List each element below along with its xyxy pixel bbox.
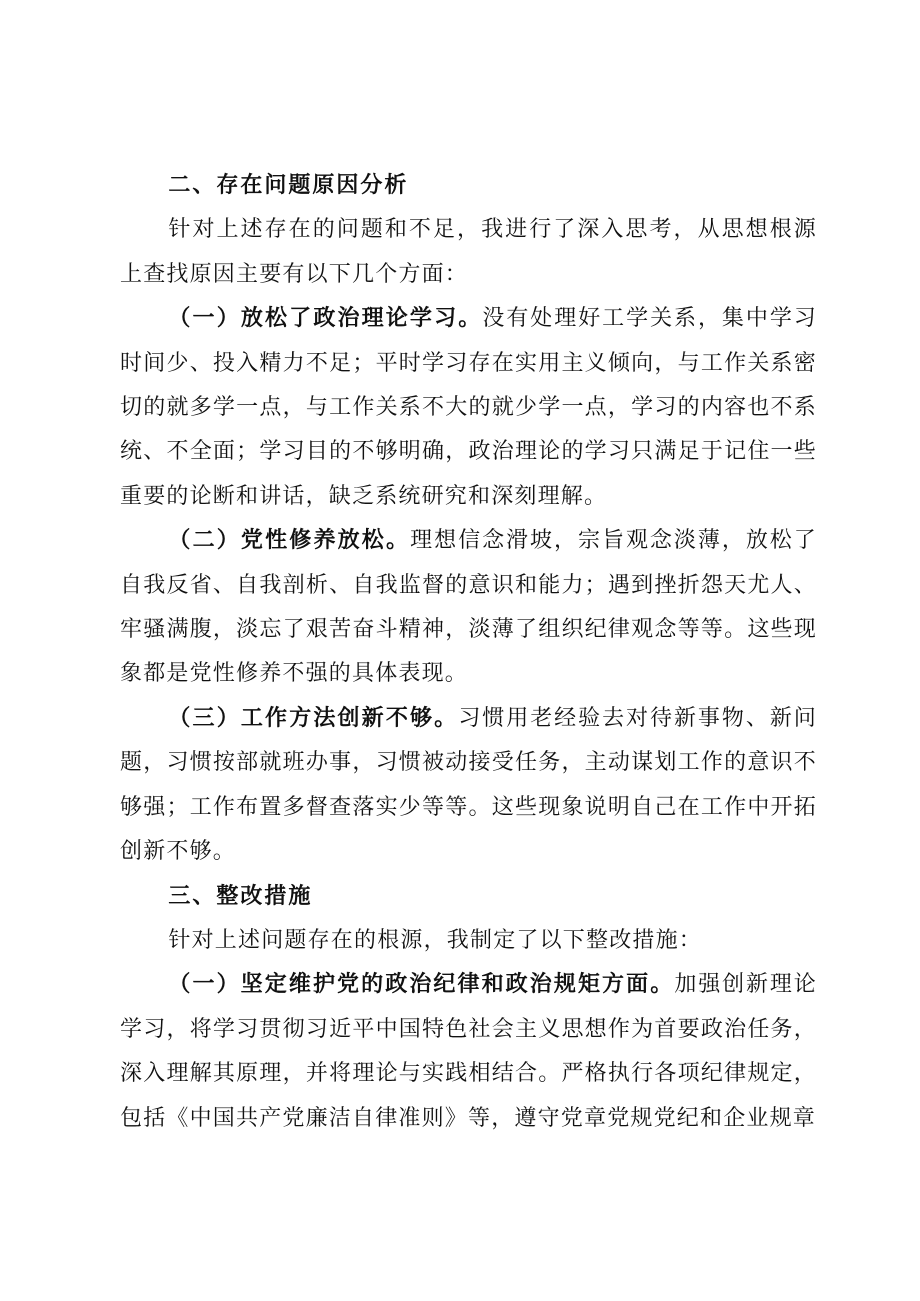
cause-paragraph-3: [120, 697, 817, 875]
section-heading-causes: 二、存在问题原因分析: [168, 173, 409, 198]
cause-lead-3: （三）工作方法创新不够。: [168, 705, 459, 731]
cause-paragraph-2: [120, 519, 817, 697]
section-intro-measures: 针对上述问题存在的根源，我制定了以下整改措施：: [168, 927, 702, 953]
measure-body-1: 加强创新理论学习，将学习贯彻习近平中国特色社会主义思想作为首要政治任务，深入理解其原理，并将理论与实践相结合。严格执行各项纪律规定，包括《中国共产党廉洁自律准则》等，遵守党章党规党纪和企业规章: [120, 972, 818, 1131]
measure-lead-1: （一）坚定维护党的政治纪律和政治规矩方面。: [168, 972, 675, 998]
cause-body-2: 理想信念滑坡，宗旨观念淡薄，放松了自我反省、自我剖析、自我监督的意识和能力；遇到挫折怨天尤人、牢骚满腹，淡忘了艰苦奋斗精神，淡薄了组织纪律观念等等。这些现象都是党性修养不强的具体表现。: [120, 528, 817, 687]
section-intro-causes: 针对上述存在的问题和不足，我进行了深入思考，从思想根源上查找原因主要有以下几个方面：: [120, 217, 817, 287]
cause-body-3: 习惯用老经验去对待新事物、新问题，习惯按部就班办事，习惯被动接受任务，主动谋划工作的意识不够强；工作布置多督查落实少等等。这些现象说明自己在工作中开拓创新不够。: [120, 705, 817, 865]
section-heading-measures: 三、整改措施: [168, 883, 313, 909]
measure-paragraph-1: [120, 963, 817, 1141]
cause-paragraph-1: [120, 297, 817, 519]
document-body: [120, 164, 817, 1141]
cause-body-1: 没有处理好工学关系，集中学习时间少、投入精力不足；平时学习存在实用主义倾向，与工作关系密切的就多学一点，与工作关系不大的就少学一点，学习的内容也不系统、不全面；学习目的不够明确，政治理论的学习只满足于记住一些重要的论断和讲话，缺乏系统研究和深刻理解。: [120, 306, 817, 509]
cause-lead-1: （一）放松了政治理论学习。: [168, 306, 483, 332]
cause-lead-2: （二）党性修养放松。: [168, 528, 411, 554]
